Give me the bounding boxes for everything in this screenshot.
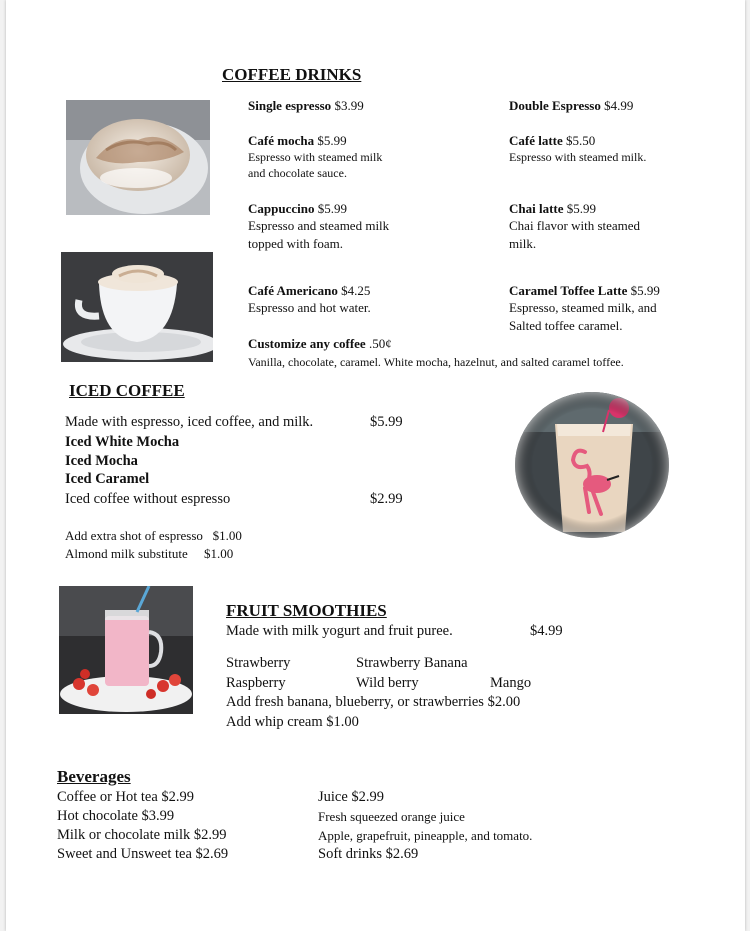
caramel-toffee-latte-item: [509, 282, 660, 299]
smoothie-flavor-raspberry: Raspberry: [226, 675, 286, 691]
cappuccino-price: $5.99: [317, 201, 347, 216]
customize-coffee-name: Customize any coffee: [248, 336, 366, 351]
cappuccino-desc-line2: topped with foam.: [248, 236, 343, 251]
cafe-latte-name: Café latte: [509, 133, 563, 148]
cappuccino-photo: [66, 100, 210, 215]
iced-coffee-heading: ICED COFFEE: [69, 381, 185, 400]
beverage-milk: Milk or chocolate milk $2.99: [57, 827, 227, 843]
beverage-orange-juice: Fresh squeezed orange juice: [318, 809, 465, 824]
caramel-toffee-latte-price: $5.99: [630, 283, 660, 298]
chai-latte-name: Chai latte: [509, 201, 564, 216]
cappuccino-desc-line1: Espresso and steamed milk: [248, 218, 390, 233]
cappuccino-desc: [248, 217, 389, 253]
iced-coffee-photo: [515, 392, 669, 538]
smoothie-flavor-strawberry-banana: Strawberry Banana: [356, 655, 468, 671]
smoothies-made-with: Made with milk yogurt and fruit puree.: [226, 623, 453, 639]
white-cup-photo: [61, 252, 213, 362]
beverage-coffee-tea: Coffee or Hot tea $2.99: [57, 789, 195, 805]
almond-milk-price: $1.00: [204, 546, 234, 561]
iced-made-with: Made with espresso, iced coffee, and milk.: [65, 414, 314, 430]
chai-latte-desc-line1: Chai flavor with steamed: [509, 218, 641, 233]
extra-shot-item: [65, 527, 242, 545]
extra-shot-price: $1.00: [212, 528, 242, 543]
almond-milk-item: [65, 545, 233, 563]
menu-page: [6, 0, 745, 931]
chai-latte-desc: [509, 217, 640, 253]
smoothie-flavor-wild-berry: Wild berry: [356, 675, 419, 691]
cafe-mocha-name: Café mocha: [248, 133, 315, 148]
customize-coffee-item: [248, 335, 392, 352]
single-espresso-item: [248, 97, 364, 114]
cappuccino-item: [248, 200, 347, 217]
iced-flavor-caramel: Iced Caramel: [65, 471, 150, 487]
beverage-juice: Juice $2.99: [318, 789, 385, 805]
iced-no-espresso: Iced coffee without espresso: [65, 491, 231, 507]
smoothie-flavor-strawberry: Strawberry: [226, 655, 291, 671]
iced-no-espresso-price: $2.99: [370, 491, 403, 507]
iced-made-with-price: $5.99: [370, 414, 403, 430]
smoothie-addon-fruit: Add fresh banana, blueberry, or strawberries $2.00: [226, 694, 521, 710]
beverage-tea: Sweet and Unsweet tea $2.69: [57, 846, 229, 862]
beverage-juice-flavors: Apple, grapefruit, pineapple, and tomato.: [318, 828, 533, 843]
fruit-smoothies-heading: FRUIT SMOOTHIES: [226, 601, 387, 620]
cafe-americano-name: Café Americano: [248, 283, 338, 298]
beverages-heading: Beverages: [57, 767, 131, 786]
customize-coffee-price: .50¢: [368, 336, 392, 351]
caramel-toffee-latte-desc: [509, 299, 657, 335]
coffee-drinks-heading: COFFEE DRINKS: [222, 65, 362, 84]
smoothie-photo: [59, 586, 193, 714]
cafe-mocha-item: [248, 132, 347, 149]
double-espresso-name: Double Espresso: [509, 98, 601, 113]
double-espresso-item: [509, 97, 633, 114]
smoothie-addon-whip: Add whip cream $1.00: [226, 714, 359, 730]
cafe-mocha-desc: [248, 149, 382, 181]
cafe-americano-item: [248, 282, 370, 299]
cafe-latte-desc: Espresso with steamed milk.: [509, 150, 647, 164]
chai-latte-price: $5.99: [566, 201, 597, 216]
cappuccino-name: Cappuccino: [248, 201, 315, 216]
cafe-americano-price: $4.25: [341, 283, 371, 298]
single-espresso-name: Single espresso: [248, 98, 332, 113]
single-espresso-price: $3.99: [334, 98, 364, 113]
double-espresso-price: $4.99: [604, 98, 634, 113]
chai-latte-desc-line2: milk.: [509, 236, 537, 251]
caramel-toffee-latte-name: Caramel Toffee Latte: [509, 283, 628, 298]
beverage-hot-chocolate: Hot chocolate $3.99: [57, 808, 175, 824]
extra-shot-label: Add extra shot of espresso: [65, 528, 203, 543]
cafe-americano-desc: Espresso and hot water.: [248, 300, 371, 315]
chai-latte-item: [509, 200, 596, 217]
cafe-mocha-price: $5.99: [317, 133, 347, 148]
iced-flavor-mocha: Iced Mocha: [65, 453, 138, 469]
smoothie-flavor-mango: Mango: [490, 675, 532, 691]
smoothies-price: $4.99: [530, 623, 563, 639]
customize-coffee-desc: Vanilla, chocolate, caramel. White mocha, hazelnut, and salted caramel toffee.: [248, 355, 624, 369]
beverage-soft-drinks: Soft drinks $2.69: [318, 846, 419, 862]
iced-flavor-white-mocha: Iced White Mocha: [65, 434, 180, 450]
almond-milk-label: Almond milk substitute: [65, 546, 188, 561]
caramel-toffee-latte-desc-line2: Salted toffee caramel.: [509, 318, 623, 333]
caramel-toffee-latte-desc-line1: Espresso, steamed milk, and: [509, 300, 657, 315]
cafe-latte-price: $5.50: [566, 133, 596, 148]
cafe-mocha-desc-line2: and chocolate sauce.: [248, 166, 347, 180]
cafe-mocha-desc-line1: Espresso with steamed milk: [248, 150, 383, 164]
cafe-latte-item: [509, 132, 595, 149]
